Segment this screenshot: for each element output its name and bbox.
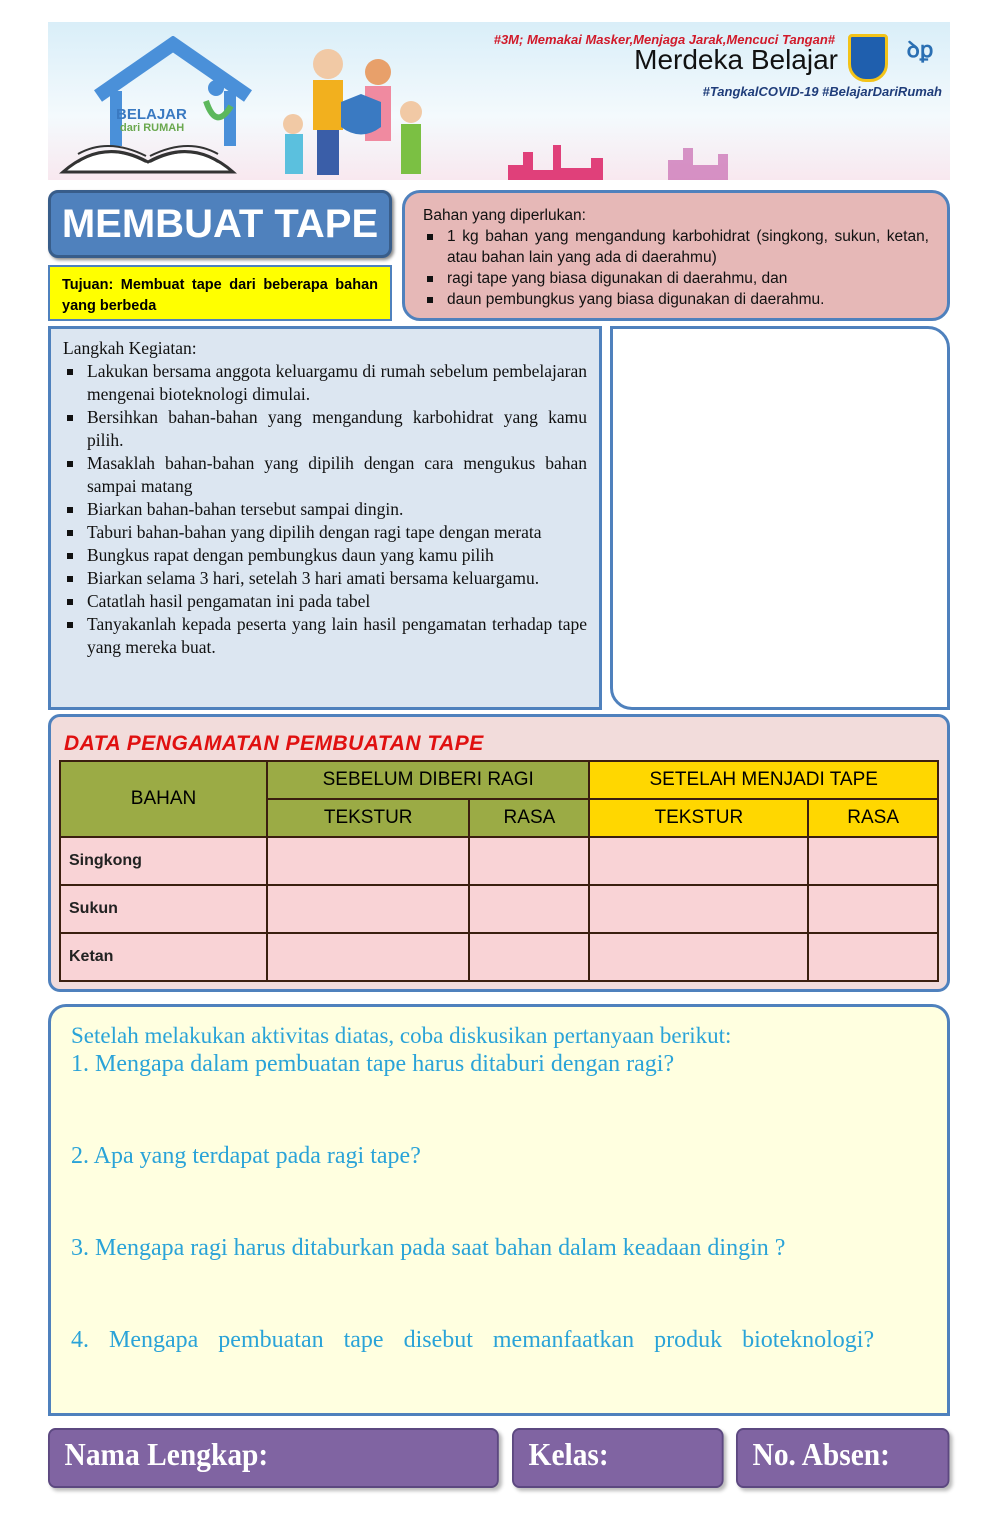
observation-table: [59, 760, 939, 982]
banner-hashtags: #TangkalCOVID-19 #BelajarDariRumah: [702, 84, 942, 99]
image-placeholder-box: [610, 326, 950, 710]
header-banner: [48, 22, 950, 180]
steps-heading: Langkah Kegiatan:: [63, 338, 197, 358]
question-item: 2. Apa yang terdapat pada ragi tape?: [71, 1143, 421, 1169]
answer-cell[interactable]: [267, 933, 469, 981]
city-skyline-icon: [508, 140, 838, 180]
class-field[interactable]: Kelas:: [512, 1428, 724, 1488]
material-item: daun pembungkus yang biasa digunakan di daerahmu.: [423, 289, 929, 310]
answer-cell[interactable]: [808, 837, 938, 885]
step-item: Lakukan bersama anggota keluargamu di rumah sebelum pembelajaran mengenai bioteknologi dimulai.: [63, 360, 587, 406]
table-row: [60, 837, 938, 885]
material-item: 1 kg bahan yang mengandung karbohidrat (singkong, sukun, ketan, atau bahan lain yang ada di daerahmu): [423, 226, 929, 268]
banner-slogan: #3M; Memakai Masker,Menjaga Jarak,Mencuci Tangan#: [493, 32, 835, 47]
name-field[interactable]: Nama Lengkap:: [48, 1428, 499, 1488]
step-item: Bersihkan bahan-bahan yang mengandung karbohidrat yang kamu pilih.: [63, 406, 587, 452]
dki-emblem-icon: [848, 34, 888, 82]
header-before: SEBELUM DIBERI RAGI: [267, 761, 589, 799]
step-item: Biarkan selama 3 hari, setelah 3 hari amati bersama keluargamu.: [63, 567, 587, 590]
row-label: Singkong: [60, 837, 267, 885]
logo-subtext: dari RUMAH: [120, 122, 185, 134]
step-item: Tanyakanlah kepada peserta yang lain hasil pengamatan terhadap tape yang mereka buat.: [63, 613, 587, 659]
answer-cell[interactable]: [469, 933, 589, 981]
objective-box: Tujuan: Membuat tape dari beberapa bahan yang berbeda: [48, 265, 392, 321]
row-label: Sukun: [60, 885, 267, 933]
row-label: Ketan: [60, 933, 267, 981]
header-taste: RASA: [469, 799, 589, 837]
step-item: Bungkus rapat dengan pembungkus daun yang kamu pilih: [63, 544, 587, 567]
answer-cell[interactable]: [589, 885, 808, 933]
banner-title: Merdeka Belajar: [634, 44, 838, 75]
materials-box: [402, 190, 950, 321]
step-item: Biarkan bahan-bahan tersebut sampai dingin.: [63, 498, 587, 521]
answer-cell[interactable]: [589, 933, 808, 981]
header-bahan: BAHAN: [60, 761, 267, 837]
agency-logo-icon: ꝺꝑ: [906, 37, 934, 62]
question-item: 1. Mengapa dalam pembuatan tape harus ditaburi dengan ragi?: [71, 1051, 675, 1077]
questions-intro: Setelah melakukan aktivitas diatas, coba diskusikan pertanyaan berikut:: [71, 1023, 732, 1048]
answer-cell[interactable]: [808, 933, 938, 981]
step-item: Masaklah bahan-bahan yang dipilih dengan cara mengukus bahan sampai matang: [63, 452, 587, 498]
open-book-icon: [58, 132, 238, 177]
questions-box: [48, 1004, 950, 1416]
logo-text: BELAJAR: [116, 106, 187, 123]
answer-cell[interactable]: [589, 837, 808, 885]
table-row: [60, 885, 938, 933]
materials-heading: Bahan yang diperlukan:: [423, 207, 586, 224]
family-illustration-icon: [273, 42, 463, 180]
page-title: MEMBUAT TAPE: [48, 190, 392, 258]
question-item: 4. Mengapa pembuatan tape disebut memanfaatkan produk bioteknologi?: [71, 1327, 875, 1353]
answer-cell[interactable]: [267, 837, 469, 885]
header-taste: RASA: [808, 799, 938, 837]
answer-cell[interactable]: [469, 837, 589, 885]
question-item: 3. Mengapa ragi harus ditaburkan pada saat bahan dalam keadaan dingin ?: [71, 1235, 786, 1261]
header-texture: TEKSTUR: [589, 799, 808, 837]
steps-box: [48, 326, 602, 710]
answer-cell[interactable]: [808, 885, 938, 933]
header-texture: TEKSTUR: [267, 799, 469, 837]
table-row: [60, 933, 938, 981]
absence-number-field[interactable]: No. Absen:: [736, 1428, 949, 1488]
answer-cell[interactable]: [267, 885, 469, 933]
header-after: SETELAH MENJADI TAPE: [589, 761, 938, 799]
material-item: ragi tape yang biasa digunakan di daerahmu, dan: [423, 268, 929, 289]
answer-cell[interactable]: [469, 885, 589, 933]
step-item: Taburi bahan-bahan yang dipilih dengan ragi tape dengan merata: [63, 521, 587, 544]
observation-title: DATA PENGAMATAN PEMBUATAN TAPE: [64, 732, 484, 755]
step-item: Catatlah hasil pengamatan ini pada tabel: [63, 590, 587, 613]
